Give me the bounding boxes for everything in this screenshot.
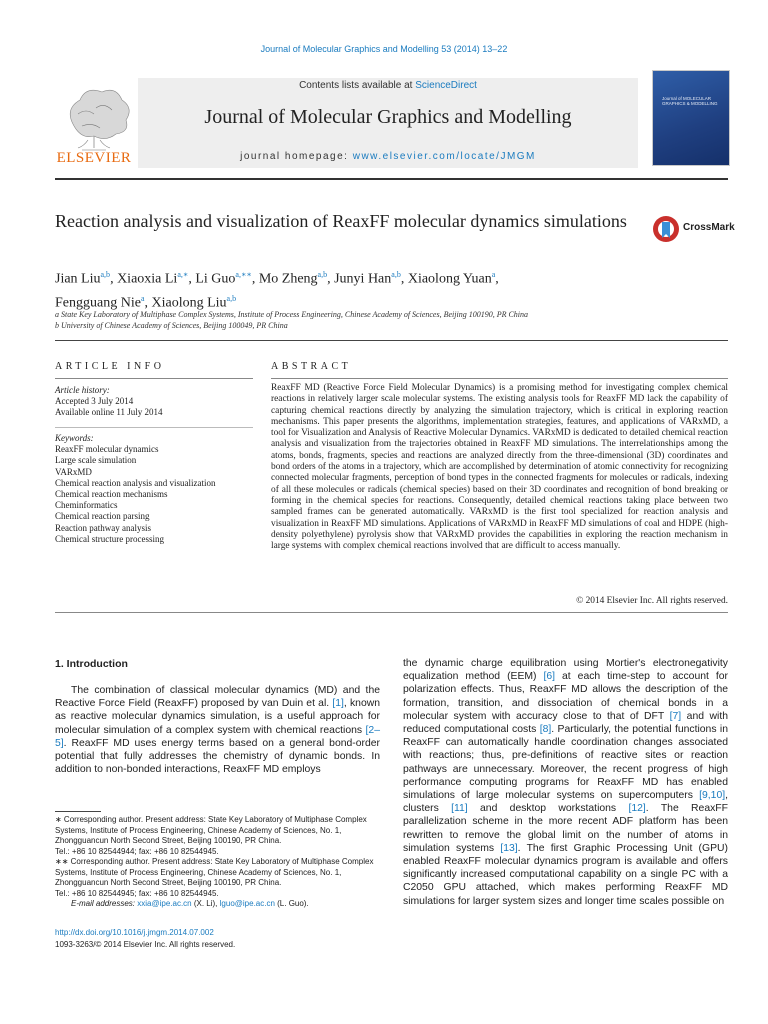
paragraph-text: , known as reactive molecular dynamics simulation, is a useful approach for molecular simulation of a complex system with chemical reactions — [55, 698, 381, 736]
keyword-item: Cheminformatics — [55, 500, 118, 511]
article-title: Reaction analysis and visualization of ReaxFF molecular dynamics simulations — [55, 211, 627, 231]
intro-paragraph-right — [403, 658, 728, 907]
title-divider — [55, 340, 728, 341]
email-label: E-mail addresses: — [71, 899, 138, 908]
keyword-item: Chemical structure processing — [55, 533, 164, 544]
author-name[interactable]: Fengguang Nie — [55, 295, 141, 311]
footnote-emails — [55, 899, 380, 910]
abstract-rule — [271, 378, 728, 379]
author-list — [55, 265, 715, 312]
introduction-heading: 1. Introduction — [55, 658, 128, 670]
author-affiliation-marker[interactable]: a,∗∗ — [235, 270, 252, 279]
author-affiliation-marker[interactable]: a,b — [391, 270, 401, 279]
footnote-tel-1: Tel.: +86 10 82544944; fax: +86 10 82544945. — [55, 846, 219, 856]
author-affiliation-marker[interactable]: a — [140, 293, 145, 303]
author-name[interactable]: Xiaoxia Li — [117, 271, 178, 287]
author-separator: , — [188, 271, 196, 287]
author-separator: , — [144, 295, 152, 311]
author-affiliation-marker[interactable]: a,b — [226, 293, 237, 303]
author-separator: , — [400, 271, 408, 287]
author-name[interactable]: Li Guo — [195, 271, 236, 287]
paragraph-text: the dynamic charge equilibration using Mortier's electronegativity equalization method (EEM) — [403, 658, 728, 683]
journal-cover-text: Journal of MOLECULAR GRAPHICS & MODELLING — [662, 96, 718, 106]
citation-link[interactable]: [1] — [332, 698, 344, 710]
footnote-corresponding-2: ∗∗ Corresponding author. Present address: State Key Laboratory of Multiphase Complex Systems, Institute of Process Engineering, Chinese Academy of Sciences, No. 1, Zhongguancun North Second Street, Beijing 100190, PR China. — [55, 857, 374, 887]
paragraph-text: . Particularly, the potential functions in ReaxFF can automatically handle coordination changes associated with reactions; thus, pre-definitions of reactive sites or reaction pathways are unnecessary. Moreover, the recent progress of high performance computing programs for ReaxFF MD has enabled simulations of large molecular systems on supercomputers — [403, 724, 729, 802]
citation-link[interactable]: [2–5] — [55, 724, 380, 749]
keywords-block — [55, 433, 253, 545]
intro-paragraph-left — [55, 684, 380, 776]
abstract-copyright: © 2014 Elsevier Inc. All rights reserved. — [576, 596, 728, 606]
paragraph-text: . ReaxFF MD uses energy terms based on a general bond-order potential that fully addresses the chemistry of dynamic bonds. In addition to non-bonded interactions, ReaxFF MD employs — [55, 737, 380, 776]
article-info-rule — [55, 378, 253, 379]
citation-link[interactable]: [9,10] — [699, 790, 726, 802]
author-separator: , — [251, 271, 259, 287]
contents-line: Contents lists available at ScienceDirect — [299, 80, 477, 91]
paragraph-text: The combination of classical molecular dynamics (MD) and the Reactive Force Field (ReaxFF) proposed by van Duin et al. — [55, 685, 380, 710]
keyword-item: Chemical reaction analysis and visualization — [55, 477, 216, 488]
article-history — [55, 385, 255, 418]
keywords-rule — [55, 427, 253, 428]
elsevier-wordmark: ELSEVIER — [56, 150, 132, 166]
author-separator: , — [327, 271, 335, 287]
email-link-li[interactable]: xxia@ipe.ac.cn — [137, 899, 192, 908]
issn-line: 1093-3263/© 2014 Elsevier Inc. All rights reserved. — [55, 940, 236, 949]
abstract-text: ReaxFF MD (Reactive Force Field Molecular Dynamics) is a promising method for investigating complex chemical reactions in relatively larger scale molecular systems. The existing analysis tools for ReaxFF MD lack the capability of capturing chemical reactions directly by analyzing the simulation trajectory, which is critical in exploring reaction mechanisms. This paper presents the algorithms, implementation strategies, features, and applications of VARxMD, a tool for Visualization and Analysis of Reactive Molecular Dynamics. VARxMD is dedicated to detailed chemical reaction analysis and visualization from the trajectories obtained in ReaxFF MD simulations. The interrelationships among the atoms, bonds, fragments, species and reactions are analyzed directly from the three-dimensional (3D) coordinates and bond orders of the atoms in a trajectory, which are accomplished by determination of atomic connectivity for recognizing connected molecular fragments, perception of bond types in the connected fragments for molecules or radicals, indexing of all these molecules or radicals (chemical species) based on their 3D coordinates and recognition of bond breaking or forming in the chemical species for reactions. Consequently, detailed chemical reactions taking place between two sampled frames can be generated automatically. VARxMD is the first tool specialized for reaction analysis and visualization in ReaxFF MD simulations. Applications of VARxMD in ReaxFF MD simulations of coal and HDPE (high-density polyethylene) pyrolysis show that VARxMD provides the capabilities in exploring the reaction mechanism in large systems with complex chemical reactions involved that are difficult to access manually. — [271, 383, 728, 552]
keyword-item: Chemical reaction mechanisms — [55, 489, 168, 500]
abstract-bottom-rule — [55, 612, 728, 613]
affiliations — [55, 309, 715, 331]
keyword-item: Reaction pathway analysis — [55, 522, 151, 533]
article-info-heading: ARTICLE INFO — [55, 361, 165, 372]
journal-homepage-line: journal homepage: www.elsevier.com/locate/JMGM — [240, 151, 536, 162]
paragraph-text: , clusters — [403, 790, 728, 815]
keyword-item: Large scale simulation — [55, 455, 137, 466]
email-owner-guo: (L. Guo). — [274, 899, 309, 908]
author-affiliation-marker[interactable]: a,b — [100, 270, 111, 279]
footnote-tel-2: Tel.: +86 10 82544945; fax: +86 10 82544945. — [55, 888, 219, 898]
citation-link[interactable]: [8] — [539, 724, 552, 736]
footnotes — [55, 815, 380, 910]
author-name[interactable]: Xiaolong Yuan — [407, 271, 492, 287]
paragraph-text: . The ReaxFF parallelization scheme in the more recent ADF platform has been rewritten to remove the global limit on the number of atoms in simulation systems — [403, 803, 728, 854]
crossmark-label[interactable]: CrossMark — [683, 222, 735, 233]
keyword-item: VARxMD — [55, 466, 92, 477]
body-right-column — [403, 657, 728, 908]
abstract-heading: ABSTRACT — [271, 361, 352, 372]
paragraph-text: and with reduced computational costs — [403, 710, 729, 736]
header-divider — [55, 178, 728, 180]
citation-link[interactable]: [6] — [543, 671, 556, 683]
doi-link[interactable]: http://dx.doi.org/10.1016/j.jmgm.2014.07.002 — [55, 928, 214, 937]
paragraph-text: . The first Graphic Processing Unit (GPU) enabled ReaxFF molecular dynamics program is available and offers significantly increased computational capability on a single PC with a C2050 GPU attached, which makes performing ReaxFF MD simulations for larger system sizes and longer time scales possible on — [403, 842, 728, 907]
citation-link[interactable]: [7] — [669, 710, 682, 722]
paragraph-text: at each time-step to account for polarization effects. Thus, ReaxFF MD allows the description of the formation, transition, and dissociation of chemical bonds in a molecular system with accuracy close to that of DFT — [403, 671, 728, 722]
journal-cover-image[interactable] — [652, 70, 730, 166]
author-separator: , — [495, 271, 499, 287]
email-owner-li: (X. Li), — [191, 899, 220, 908]
citation-link[interactable]: [11] — [451, 803, 468, 815]
accepted-date: Accepted 3 July 2014 — [55, 396, 134, 406]
journal-homepage-link[interactable]: www.elsevier.com/locate/JMGM — [352, 151, 536, 162]
journal-title: Journal of Molecular Graphics and Modelling — [204, 106, 572, 128]
affiliation-b: b University of Chinese Academy of Sciences, Beijing 100049, PR China — [55, 321, 288, 330]
keyword-item: ReaxFF molecular dynamics — [55, 444, 159, 455]
email-link-guo[interactable]: lguo@ipe.ac.cn — [219, 899, 275, 908]
author-affiliation-marker[interactable]: a,b — [317, 270, 328, 279]
author-name[interactable]: Jian Liu — [55, 271, 101, 287]
footnote-rule — [55, 811, 101, 812]
keyword-item: Chemical reaction parsing — [55, 511, 150, 522]
citation-link[interactable]: [13] — [500, 842, 518, 854]
body-left-column — [55, 684, 380, 776]
author-name[interactable]: Xiaolong Liu — [151, 295, 227, 311]
affiliation-a: a State Key Laboratory of Multiphase Complex Systems, Institute of Process Engineering, Chinese Academy of Sciences, Beijing 100190, PR China — [55, 310, 529, 319]
journal-reference-link[interactable]: Journal of Molecular Graphics and Modelling 53 (2014) 13–22 — [260, 44, 508, 54]
author-separator: , — [110, 271, 118, 287]
sciencedirect-link[interactable]: ScienceDirect — [415, 80, 477, 91]
author-name[interactable]: Mo Zheng — [258, 271, 318, 287]
paragraph-text: and desktop workstations — [467, 803, 629, 815]
author-affiliation-marker[interactable]: a — [491, 270, 496, 279]
online-date: Available online 11 July 2014 — [55, 407, 163, 417]
citation-link[interactable]: [12] — [628, 803, 646, 815]
footnote-corresponding-1: ∗ Corresponding author. Present address: State Key Laboratory of Multiphase Complex Systems, Institute of Process Engineering, Chinese Academy of Sciences, No. 1, Zhongguancun North Second Street, Beijing 100190, PR China. — [55, 815, 367, 845]
keywords-label: Keywords: — [55, 433, 94, 443]
history-label: Article history: — [55, 385, 110, 395]
author-name[interactable]: Junyi Han — [334, 271, 392, 287]
author-affiliation-marker[interactable]: a,∗ — [177, 270, 189, 279]
